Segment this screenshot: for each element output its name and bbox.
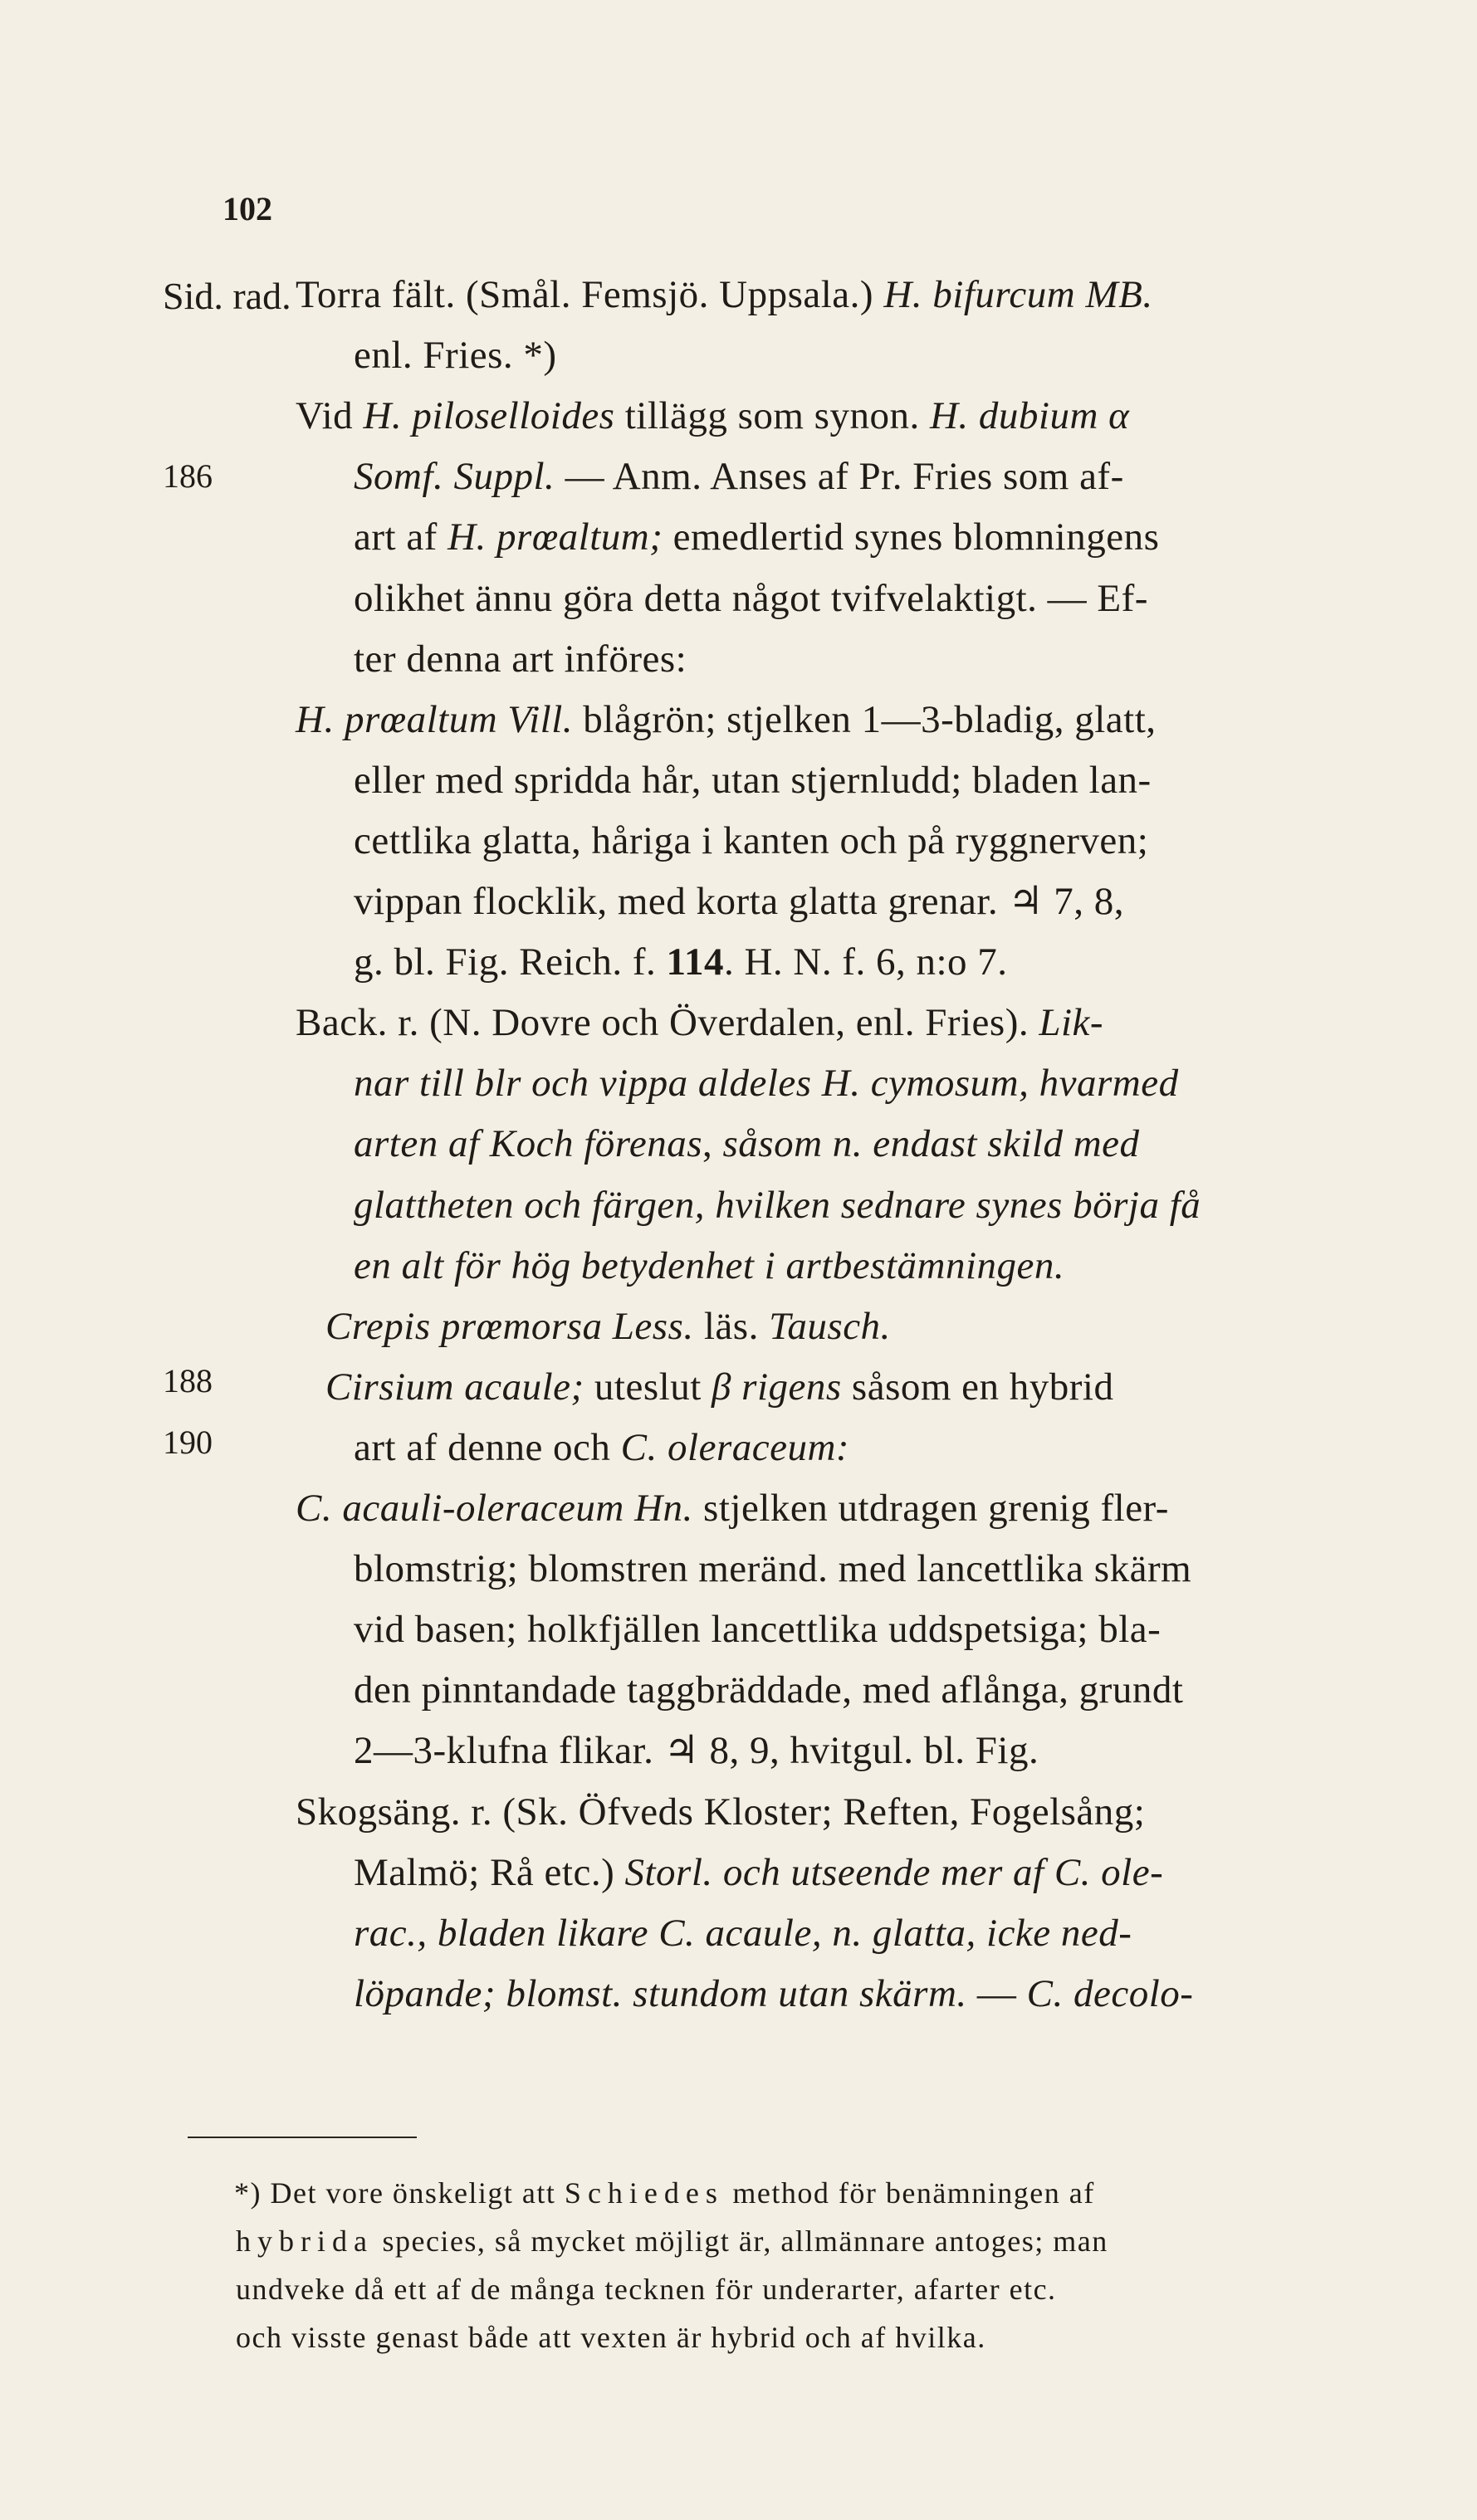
text-line [354, 515, 1400, 559]
text-segment: eller med spridda hår, utan stjernludd; bladen lan- [354, 758, 1152, 802]
margin-line-number: 190 [163, 1424, 213, 1461]
text-segment: vippan flocklik, med korta glatta grenar. ♃ 7, 8, [354, 880, 1125, 923]
text-line [296, 1790, 1400, 1834]
text-segment: β rigens [712, 1365, 842, 1409]
margin-line-number: 188 [163, 1362, 213, 1399]
footnote-segment: species, så mycket möjligt är, allmännare antoges; man [373, 2225, 1108, 2258]
text-line [354, 882, 1400, 921]
text-segment: art af [354, 515, 448, 559]
text-segment: rac., bladen likare C. acaule, n. glatta, icke ned- [354, 1911, 1132, 1955]
text-segment: — [966, 1971, 1027, 2015]
footnote-line [236, 2322, 1315, 2352]
text-segment: Lik- [1039, 1001, 1104, 1045]
text-segment: — Anm. Anses af Pr. Fries som af- [555, 455, 1124, 499]
footnote-line [236, 2274, 1415, 2304]
text-line [325, 1365, 1400, 1409]
text-segment: g. bl. Fig. Reich. f. [354, 940, 667, 984]
text-line [325, 1304, 1073, 1348]
text-segment: Cirsium acaule; [325, 1365, 584, 1409]
text-segment: Back. r. (N. Dovre och Överdalen, enl. Fries). [296, 1001, 1039, 1045]
footnote-segment: undveke då ett af de många tecknen för underarter, afarter etc. [236, 2273, 1057, 2306]
footnote-line [236, 2226, 1415, 2256]
footnote-rule [188, 2137, 417, 2138]
text-segment: C. acauli-oleraceum Hn. [296, 1487, 693, 1530]
text-segment: C. oleraceum: [620, 1425, 850, 1469]
text-segment: nar till blr och vippa aldeles H. cymosum, hvarmed [354, 1062, 1179, 1106]
text-segment: Malmö; Rå etc.) [354, 1850, 625, 1894]
text-line [354, 1850, 1400, 1894]
page-number: 102 [223, 190, 272, 227]
text-line [296, 394, 1400, 438]
text-line [354, 1668, 1400, 1712]
text-line [354, 576, 1400, 620]
text-segment: C. decolo- [1026, 1971, 1194, 2015]
text-segment: blågrön; stjelken 1—3-bladig, glatt, [573, 697, 1157, 741]
text-segment: H. bifurcum MB. [883, 273, 1153, 316]
text-line [296, 1489, 1400, 1528]
text-segment: H. prœaltum; [448, 515, 663, 559]
text-segment: såsom n. endast skild med [722, 1122, 1140, 1166]
text-segment: Vid [296, 394, 364, 438]
text-segment: emedlertid synes blomningens [663, 515, 1160, 559]
text-line [354, 1729, 1151, 1773]
text-segment: arten af Koch förenas [354, 1122, 702, 1166]
text-line [354, 1911, 1400, 1955]
text-segment: Tausch. [769, 1304, 891, 1348]
text-line [296, 1001, 1400, 1045]
text-line [354, 455, 1400, 499]
footnote-segment: Schiedes [564, 2176, 724, 2210]
text-segment: olikhet ännu göra detta något tvifvelaktigt. — Ef- [354, 576, 1148, 620]
text-line [354, 1608, 1400, 1652]
text-line [354, 1122, 1400, 1166]
text-segment: Crepis prœmorsa Less. [325, 1304, 694, 1348]
text-segment: H. dubium α [929, 394, 1130, 438]
text-segment: löpande; blomst. stundom utan skärm. [354, 1971, 967, 2015]
footnote-segment: method för benämningen af [723, 2176, 1095, 2210]
footnote-segment: och visste genast både att vexten är hybrid och af hvilka. [236, 2321, 986, 2354]
text-segment: enl. Fries. *) [354, 334, 557, 378]
text-line [354, 1062, 1400, 1106]
text-segment: . H. N. f. 6, n:o 7. [723, 940, 1008, 984]
text-segment: Somf. Suppl. [354, 455, 555, 499]
text-segment: den pinntandade taggbräddade, med aflånga, grundt [354, 1668, 1184, 1712]
margin-line-number: 186 [163, 457, 213, 495]
footnote-segment: *) Det vore önskeligt att [234, 2176, 565, 2210]
text-segment: tillägg som synon. [614, 394, 930, 438]
text-segment: en alt för hög betydenhet i artbestämningen. [354, 1243, 1065, 1287]
text-segment: H. prœaltum Vill. [296, 697, 574, 741]
text-segment: uteslut [584, 1365, 712, 1409]
text-segment: såsom en hybrid [841, 1365, 1114, 1409]
footnote-segment: hybrida [236, 2225, 374, 2258]
text-segment: vid basen; holkfjällen lancettlika uddspetsiga; bla- [354, 1608, 1162, 1652]
column-heading: Sid. rad. [163, 275, 291, 317]
text-line [354, 334, 603, 378]
text-segment: 2—3-klufna flikar. ♃ 8, 9, hvitgul. bl. Fig. [354, 1729, 1039, 1773]
footnote-line [234, 2178, 1413, 2208]
text-segment: blomstrig; blomstren meränd. med lancettlika skärm [354, 1547, 1192, 1591]
text-line [354, 1971, 1400, 2015]
text-segment: stjelken utdragen grenig fler- [692, 1487, 1169, 1530]
text-line [354, 758, 1400, 802]
text-line [354, 1547, 1400, 1591]
text-line [296, 697, 1400, 741]
text-segment: Skogsäng. r. (Sk. Öfveds Kloster; Reften, Fogelsång; [296, 1790, 1146, 1834]
text-segment: H. piloselloides [363, 394, 615, 438]
text-line [354, 940, 1234, 984]
text-segment: , [702, 1122, 723, 1166]
text-segment: glattheten och färgen, hvilken sednare synes börja få [354, 1183, 1201, 1227]
text-segment: art af denne och [354, 1425, 621, 1469]
text-line [354, 1183, 1400, 1227]
text-segment: 114 [666, 940, 724, 984]
text-segment: Storl. och utseende mer af C. ole- [624, 1850, 1164, 1894]
text-segment: cettlika glatta, håriga i kanten och på ryggnerven; [354, 818, 1149, 862]
text-line [354, 637, 852, 681]
text-line [354, 1425, 1043, 1469]
text-segment: ter denna art införes: [354, 637, 687, 681]
text-segment: Torra fält. (Smål. Femsjö. Uppsala.) [296, 273, 884, 316]
text-segment: läs. [693, 1304, 770, 1348]
text-line [354, 1243, 1234, 1287]
text-line [296, 273, 1400, 316]
text-line [354, 818, 1400, 862]
